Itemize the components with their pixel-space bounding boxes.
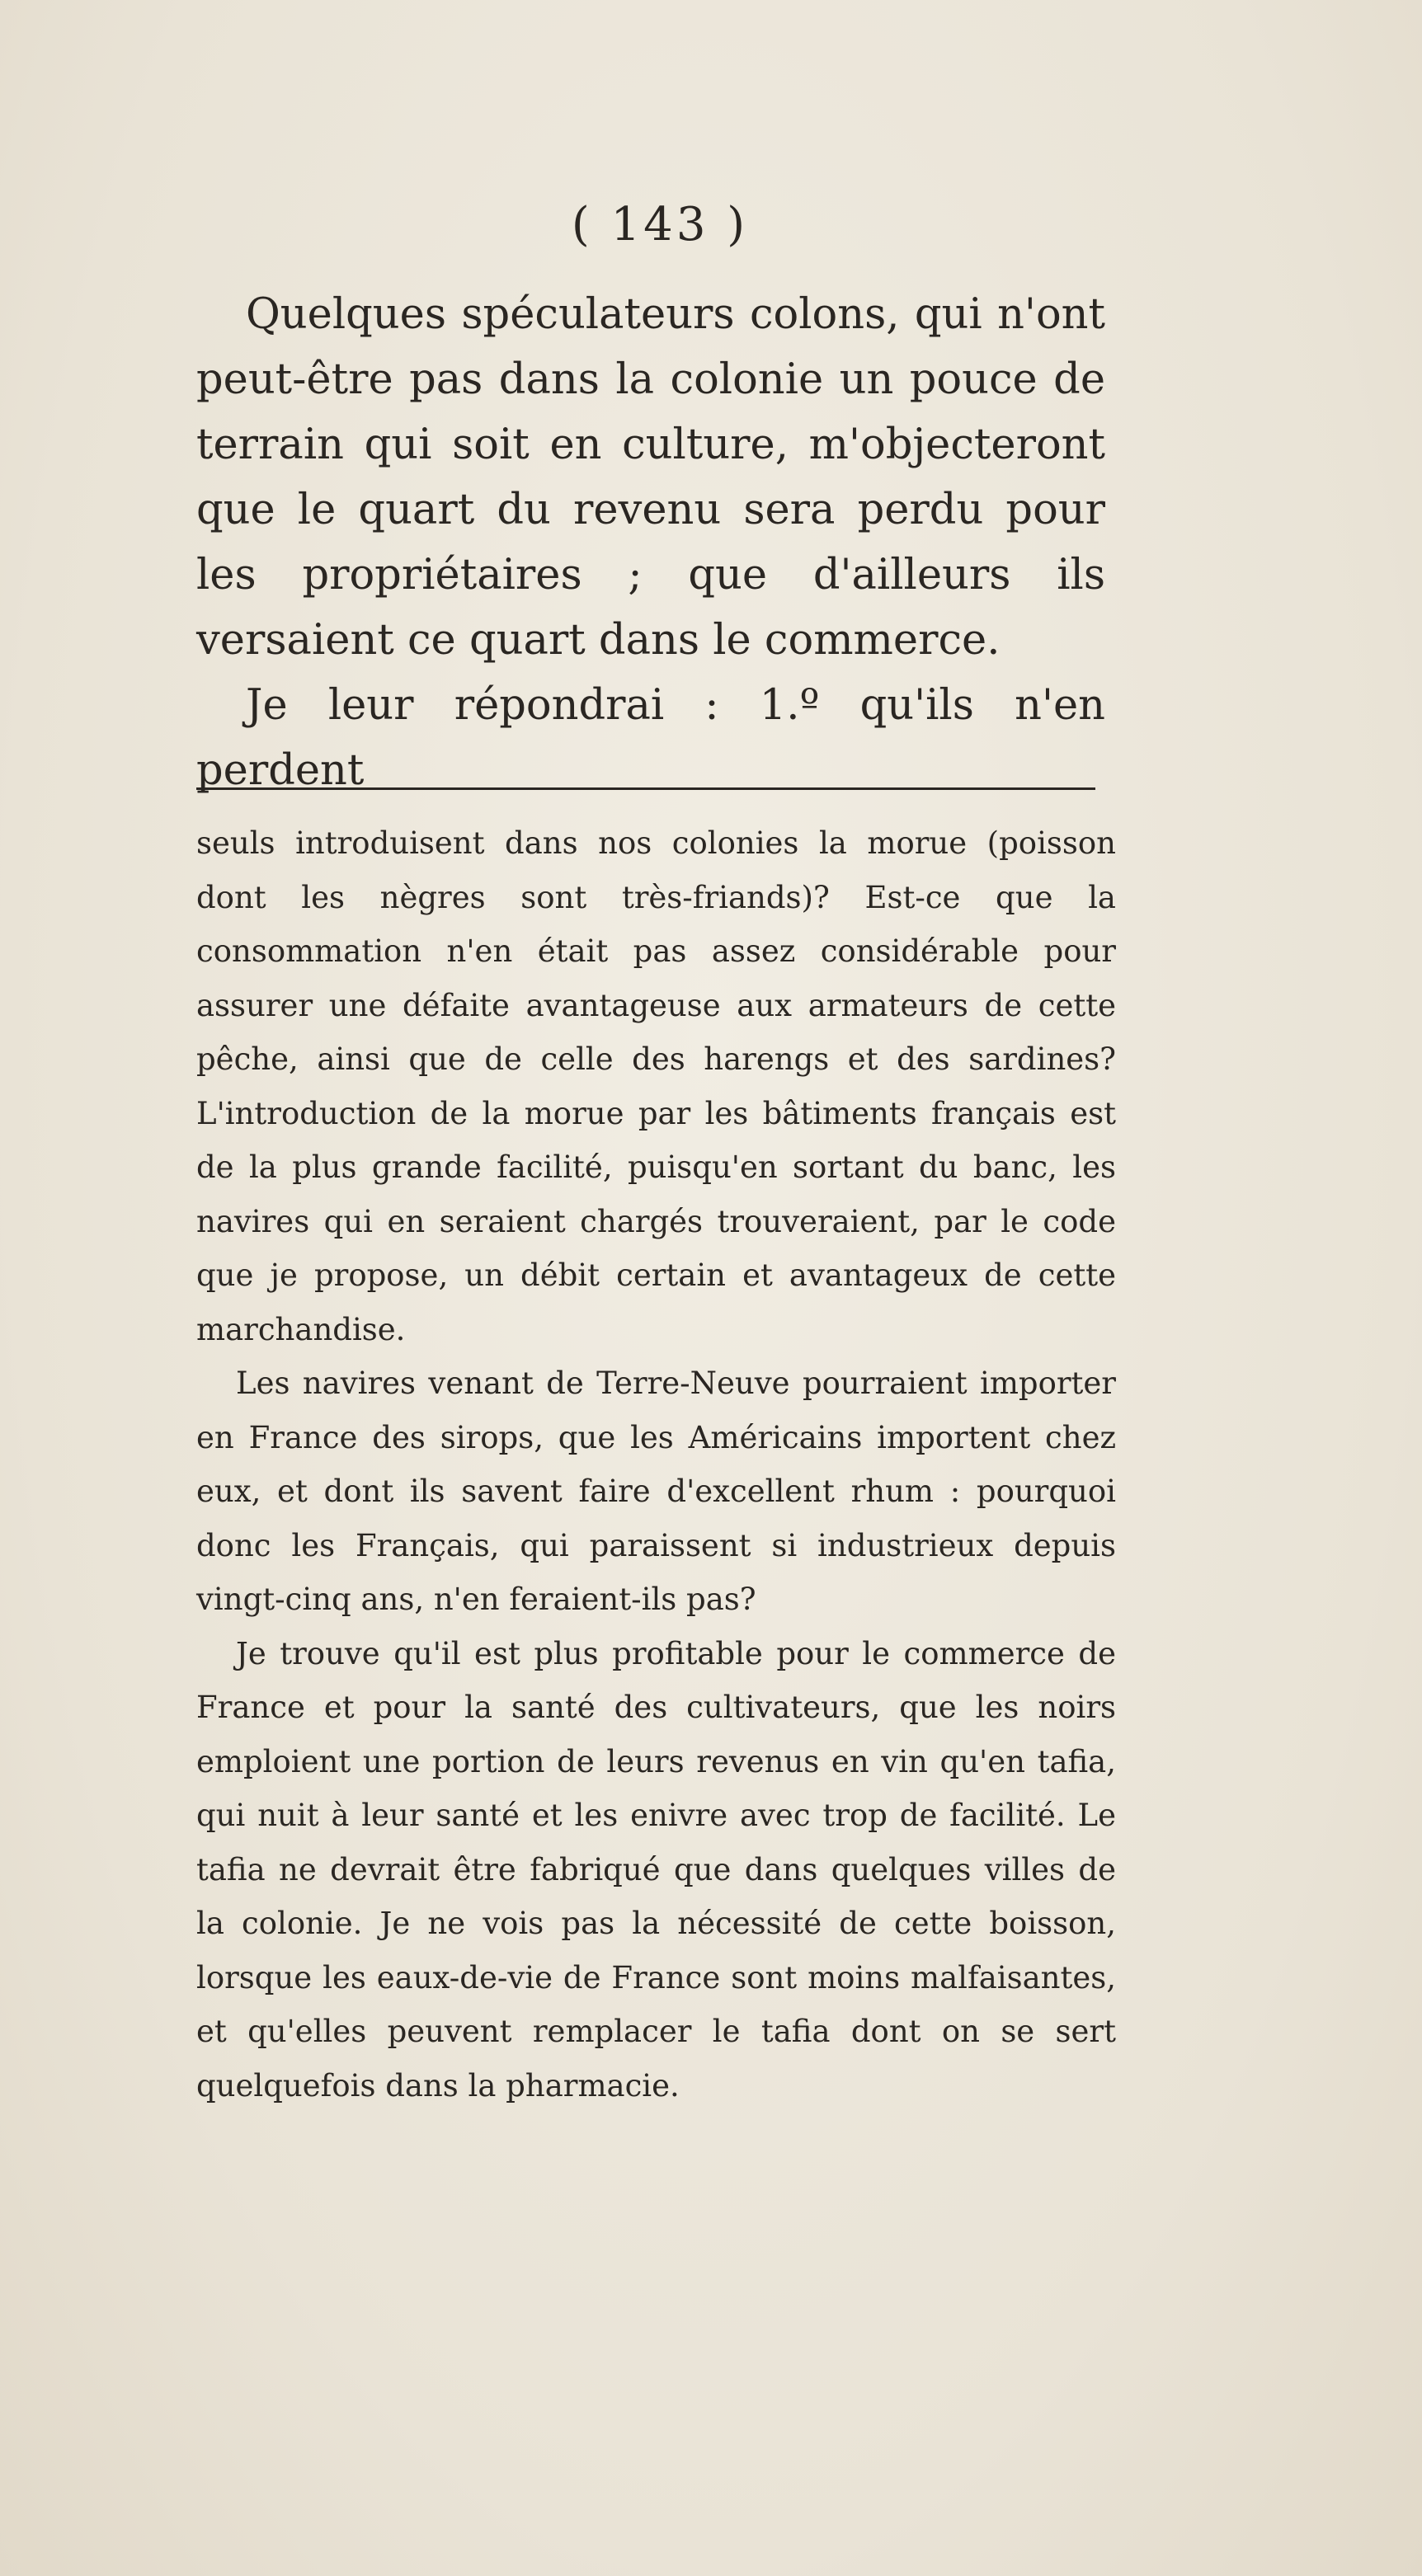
main-text (196, 282, 1105, 803)
page-number: ( 143 ) (571, 198, 749, 251)
footnote (196, 816, 1116, 2113)
footnote-paragraph: seuls introduisent dans nos colonies la morue (poisson dont les nègres sont très-friands)? Est-ce que la consommation n'en était pas assez considérable pour assurer une défaite avantageuse aux armateurs de cette pêche, ainsi que de celle des harengs et des sardines? L'introduction de la morue par les bâtiments français est de la plus grande facilité, puisqu'en sortant du banc, les navires qui en seraient chargés trouveraient, par le code que je propose, un débit certain et avantageux de cette marchandise. (196, 825, 1116, 1347)
footnote-divider (196, 787, 1095, 790)
main-paragraph: Quelques spéculateurs colons, qui n'ont peut-être pas dans la colonie un pouce de terrain qui soit en culture, m'objecteront que le quart du revenu sera perdu pour les propriétaires ; que d'ailleurs ils versaient ce quart dans le commerce. (196, 290, 1105, 665)
footnote-paragraph: Je trouve qu'il est plus profitable pour le commerce de France et pour la santé des cultivateurs, que les noirs emploient une portion de leurs revenus en vin qu'en tafia, qui nuit à leur santé et les enivre avec trop de facilité. Le tafia ne devrait être fabriqué que dans quelques villes de la colonie. Je ne vois pas la nécessité de cette boisson, lorsque les eaux-de-vie de France sont moins malfaisantes, et qu'elles peuvent remplacer le tafia dont on se sert quelquefois dans la pharmacie. (196, 1635, 1116, 2104)
main-paragraph: Je leur répondrai : 1.º qu'ils n'en perdent (196, 681, 1105, 795)
footnote-paragraph: Les navires venant de Terre-Neuve pourraient importer en France des sirops, que les Américains importent chez eux, et dont ils savent faire d'excellent rhum : pourquoi donc les Français, qui paraissent si industrieux depuis vingt-cinq ans, n'en feraient-ils pas? (196, 1366, 1116, 1617)
